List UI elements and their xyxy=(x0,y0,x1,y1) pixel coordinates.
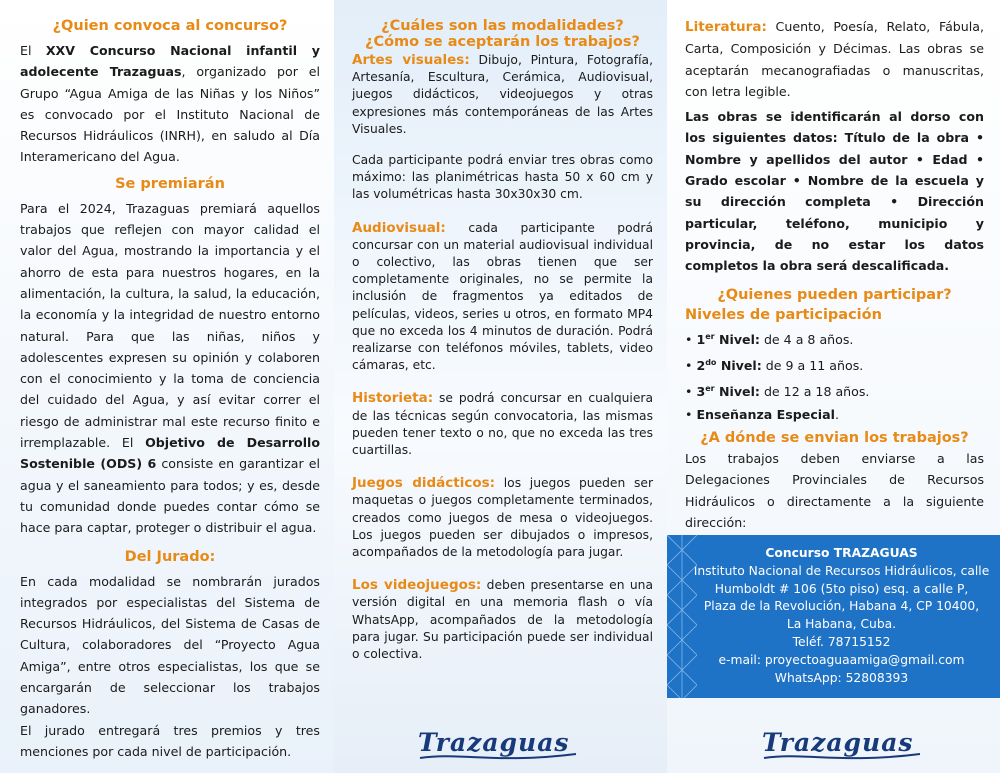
paragraph-historieta xyxy=(352,390,653,459)
paragraph-premiaran xyxy=(20,198,320,539)
text-span: , organizado por el Grupo “Agua Amiga de las Niñas y los Niños” es convocado por el Instituto Nacional de Recursos Hidráulicos (INRH), en saludo al Día Interamericano del Agua. xyxy=(20,64,320,165)
level-item: • $2^{do}$ Nivel: de 9 a 11 años. xyxy=(685,357,864,373)
paragraph-convoca xyxy=(20,40,320,168)
heading-modalidades: ¿Cuáles son las modalidades? xyxy=(381,18,624,34)
paragraph-envio: Los trabajos deben enviarse a las Delegaciones Provinciales de Recursos Hidráulicos o directamente a la siguiente dirección: xyxy=(685,451,984,531)
contact-email: e-mail: proyectoaguaamiga@gmail.com xyxy=(718,652,965,667)
level-label: Nivel: xyxy=(714,384,760,400)
paragraph-audiovisual xyxy=(352,220,653,375)
text-span: los juegos pueden ser maquetas o juegos completamente terminados, creados como juegos de mesa o videojuegos. Los juegos pueden ser dibujados o impresos, acompañados de la metodología para jugar. xyxy=(352,476,653,560)
level-number: 1 xyxy=(696,331,706,347)
text-span: Cuento, Poesía, Relato, Fábula, Carta, Composición y Décimas. Las obras se aceptarán mecanografiadas o manuscritas, con letra legible. xyxy=(685,19,984,99)
panel-modalidades xyxy=(334,0,667,773)
text-span: Dibujo, Pintura, Fotografía, Artesanía, Escultura, Cerámica, Audiovisual, juegos didácticos, videojuegos y otras expresiones más contemporáneas de las Artes Visuales. xyxy=(352,53,653,136)
contact-address-line: La Habana, Cuba. xyxy=(786,617,897,632)
lead-literatura: Literatura: xyxy=(685,19,767,35)
heading-del-jurado: Del Jurado: xyxy=(124,548,216,565)
heading-quien-convoca: ¿Quien convoca al concurso? xyxy=(52,18,288,34)
levels-list xyxy=(685,325,984,427)
paragraph-limite-obras: Cada participante podrá enviar tres obras como máximo: las planimétricas hasta 50 x 60 cm y las volumétricas hasta 30x30x30 cm. xyxy=(352,153,653,202)
level-range: de 4 a 8 años. xyxy=(759,331,854,347)
heading-quienes-participar: ¿Quienes pueden participar? xyxy=(717,286,952,303)
heading-niveles: Niveles de participación xyxy=(685,306,882,323)
level-suffix: er xyxy=(705,383,715,393)
contact-title: Concurso TRAZAGUAS xyxy=(765,546,918,560)
level-label: Nivel: xyxy=(716,357,762,373)
level-suffix: do xyxy=(705,357,717,367)
paragraph-juegos-didacticos xyxy=(352,475,653,561)
contact-box xyxy=(667,535,1000,698)
lead-historieta: Historieta: xyxy=(352,390,434,407)
lead-videojuegos: Los videojuegos: xyxy=(352,577,482,594)
trazaguas-logo xyxy=(762,728,913,757)
heading-se-premiaran: Se premiarán xyxy=(115,175,225,192)
level-number: 2 xyxy=(696,357,706,373)
level-label: Nivel: xyxy=(714,331,760,347)
logo-swirl-icon xyxy=(762,750,922,764)
level-range: de 12 a 18 años. xyxy=(759,384,870,400)
ods-objective: Objetivo de Desarrollo Sostenible (ODS) 6 xyxy=(20,435,320,472)
logo-text: Trazaguas xyxy=(762,728,914,757)
level-item: • Enseñanza Especial. xyxy=(685,407,839,423)
paragraph-videojuegos xyxy=(352,577,653,663)
logo-text: Trazaguas xyxy=(418,728,570,757)
panel-convocatoria xyxy=(0,0,334,773)
lead-artes-visuales: Artes visuales: xyxy=(352,52,470,68)
paragraph-jurado: En cada modalidad se nombrarán jurados integrados por especialistas del Sistema de Recursos Hidráulicos, del Sistema de Casas de Cultura, colaboradores del “Proyecto Agua Amiga”, entre otros especialistas, los que se encargarán de seleccionar los trabajos ganadores. xyxy=(20,573,320,717)
trazaguas-logo xyxy=(418,728,569,757)
heading-como-aceptaran: ¿Cómo se aceptarán los trabajos? xyxy=(365,34,640,50)
text-span: deben presentarse en una versión digital en una memoria flash o vía WhatsApp, acompañados de la metodología para jugar. Su participación puede ser individual o colectiva. xyxy=(352,578,653,662)
text-span: cada participante podrá concursar con un material audiovisual individual o colectivo, las obras tienen que ser completamente originales, no se permite la inclusión de fragmentos ya editados de películas, videos, series u otros, en formato MP4 que no exceda los 4 minutos de duración. Podrá realizarse con teléfonos móviles, tablets, video cámaras, etc. xyxy=(352,220,653,373)
diamond-pattern-icon xyxy=(667,535,697,698)
text-span: Para el 2024, Trazaguas premiará aquellos trabajos que reflejen con mayor calidad el valor del Agua, mostrando la importancia y el ahorro de esta para nuestros hogares, en la alimentación, la cultura, la salud, la educación, la economía y la integridad de nuestro entorno natural. Para que las niñas, niños y adolescentes expresen su opinión y colaboren con el conocimiento y la toma de conciencia del cuidado del Agua, y así evitar correr el riesgo de administrar mal este recurso finito e irremplazable. El xyxy=(20,200,320,451)
paragraph-literatura xyxy=(685,16,984,102)
contact-phone: Teléf. 78715152 xyxy=(792,634,891,649)
level-number: 3 xyxy=(696,384,706,400)
paragraph-artes-visuales xyxy=(352,52,653,138)
level-range: de 9 a 11 años. xyxy=(761,357,864,373)
contact-address-line: Instituto Nacional de Recursos Hidráulicos, calle Humboldt # 106 (5to piso) esq. a calle P, xyxy=(693,563,990,596)
paragraph-identificacion: Las obras se identificarán al dorso con los siguientes datos: Título de la obra • Nombre y apellidos del autor • Edad • Grado escolar • Nombre de la escuela y su dirección completa • Dirección particular, teléfono, municipio y provincia, de no estar los datos completos la obra será descalificada. xyxy=(685,109,984,274)
level-item: • 3er Nivel: de 12 a 18 años. xyxy=(685,383,870,400)
level-end: . xyxy=(834,407,839,423)
text-span: consiste en garantizar el agua y el saneamiento para todos; y es, desde tu comunidad donde puedes contar cómo se hace para captar, proteger o distribuir el agua. xyxy=(20,456,320,536)
level-item: • 1er Nivel: de 4 a 8 años. xyxy=(685,331,854,347)
text-span: se podrá concursar en cualquiera de las técnicas según convocatoria, las mismas pueden tener texto o no, que no exceda las tres cuartillas. xyxy=(352,391,653,458)
level-suffix: er xyxy=(705,331,715,341)
contact-address-line: Plaza de la Revolución, Habana 4, CP 10400, xyxy=(703,599,980,614)
text-span: El xyxy=(20,43,46,58)
contact-whatsapp: WhatsApp: 52808393 xyxy=(774,670,909,685)
lead-juegos-didacticos: Juegos didácticos: xyxy=(352,475,496,492)
contest-name: XXV Concurso Nacional infantil y adolecente Trazaguas xyxy=(20,43,320,80)
lead-audiovisual: Audiovisual: xyxy=(352,219,446,236)
paragraph-premios: El jurado entregará tres premios y tres menciones por cada nivel de participación. xyxy=(20,722,320,759)
level-label: Enseñanza Especial xyxy=(696,407,835,423)
heading-donde-enviar: ¿A dónde se envian los trabajos? xyxy=(700,430,969,447)
logo-swirl-icon xyxy=(418,750,578,764)
